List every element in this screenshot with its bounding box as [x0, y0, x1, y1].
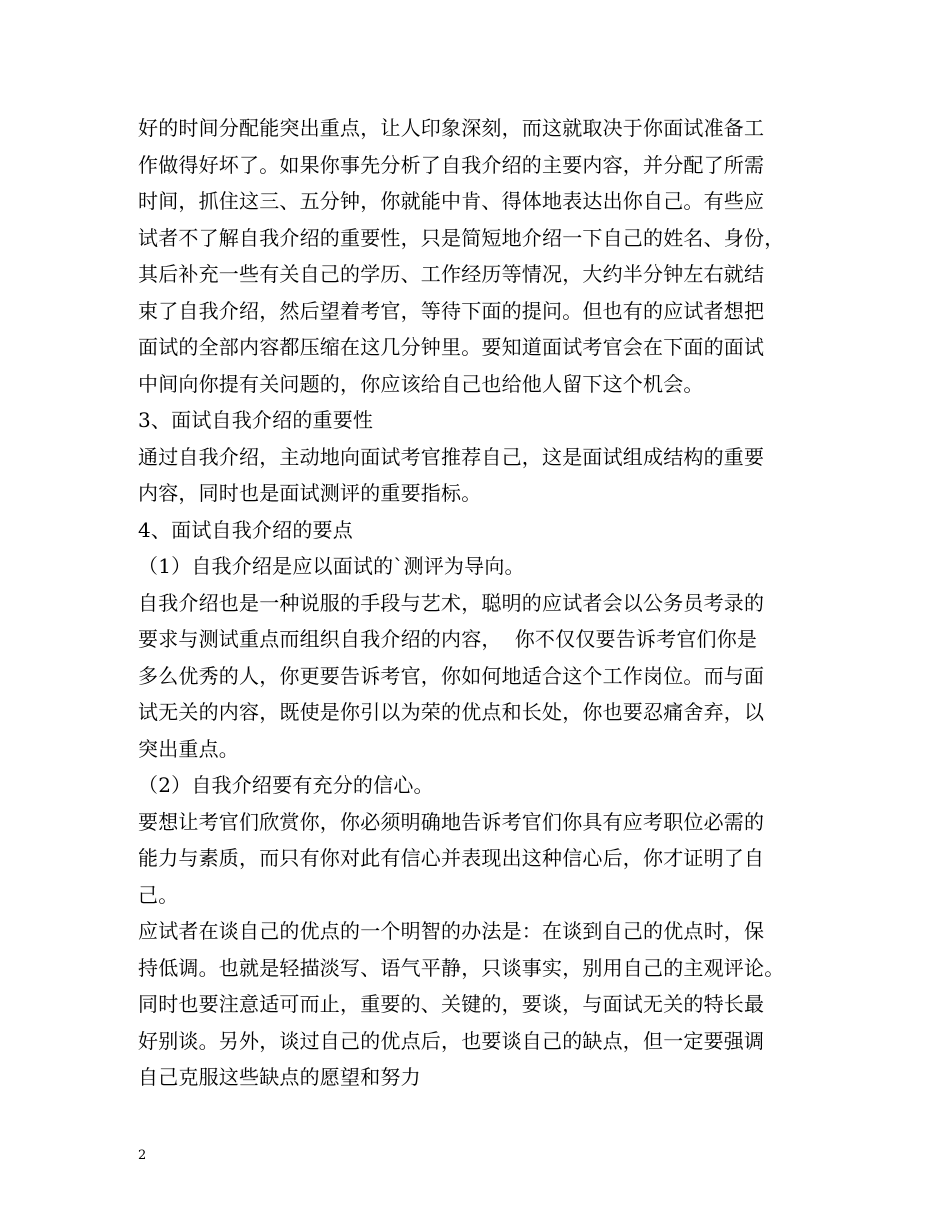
text-line: 时间，抓住这三、五分钟，你就能中肯、得体地表达出你自己。有些应 [138, 189, 765, 213]
text-line: 试无关的内容，既使是你引以为荣的优点和长处，你也要忍痛舍弃，以 [138, 700, 765, 724]
text-line: 束了自我介绍，然后望着考官，等待下面的提问。但也有的应试者想把 [138, 298, 765, 323]
subsection-heading: （2）自我介绍要有充分的信心。 [138, 773, 434, 797]
text-line: 持低调。也就是轻描淡写、语气平静，只谈事实，别用自己的主观评论。 [138, 955, 785, 980]
text-line: 通过自我介绍，主动地向面试考官推荐自己，这是面试组成结构的重要 [138, 444, 765, 469]
text-line: 应试者在谈自己的优点的一个明智的办法是：在谈到自己的优点时，保 [138, 919, 765, 943]
text-line: 要求与测试重点而组织自我介绍的内容， 你不仅仅要告诉考官们你是 [138, 627, 758, 651]
section-heading: 3、面试自我介绍的重要性 [138, 408, 374, 432]
text-line: 同时也要注意适可而止，重要的、关键的，要谈，与面试无关的特长最 [138, 992, 765, 1016]
text-line: 能力与素质，而只有你对此有信心并表现出这种信心后，你才证明了自 [138, 846, 765, 870]
text-line: 要想让考官们欣赏你，你必须明确地告诉考官们你具有应考职位必需的 [138, 809, 765, 834]
text-line: 好别谈。另外，谈过自己的优点后，也要谈自己的缺点，但一定要强调 [138, 1028, 765, 1053]
text-line: 其后补充一些有关自己的学历、工作经历等情况，大约半分钟左右就结 [138, 262, 765, 286]
text-line: 作做得好坏了。如果你事先分析了自我介绍的主要内容，并分配了所需 [138, 152, 765, 177]
subsection-heading: （1）自我介绍是应以面试的`测评为导向。 [138, 554, 525, 578]
text-line: 多么优秀的人，你更要告诉考官，你如何地适合这个工作岗位。而与面 [138, 663, 765, 688]
body-text [138, 110, 828, 1096]
text-line: 试者不了解自我介绍的重要性，只是简短地介绍一下自己的姓名、身份， [138, 225, 785, 250]
text-line: 中间向你提有关问题的，你应该给自己也给他人留下这个机会。 [138, 371, 704, 396]
text-line: 自我介绍也是一种说服的手段与艺术，聪明的应试者会以公务员考录的 [138, 590, 765, 615]
text-line: 内容，同时也是面试测评的重要指标。 [138, 481, 482, 505]
text-line: 自己克服这些缺点的愿望和努力 [138, 1065, 421, 1089]
text-line: 己。 [138, 882, 179, 907]
page-number: 2 [138, 1148, 147, 1163]
text-line: 突出重点。 [138, 736, 239, 761]
text-line: 好的时间分配能突出重点，让人印象深刻，而这就取决于你面试准备工 [138, 116, 765, 140]
text-line: 面试的全部内容都压缩在这几分钟里。要知道面试考官会在下面的面试 [138, 335, 765, 359]
section-heading: 4、面试自我介绍的要点 [138, 517, 353, 542]
